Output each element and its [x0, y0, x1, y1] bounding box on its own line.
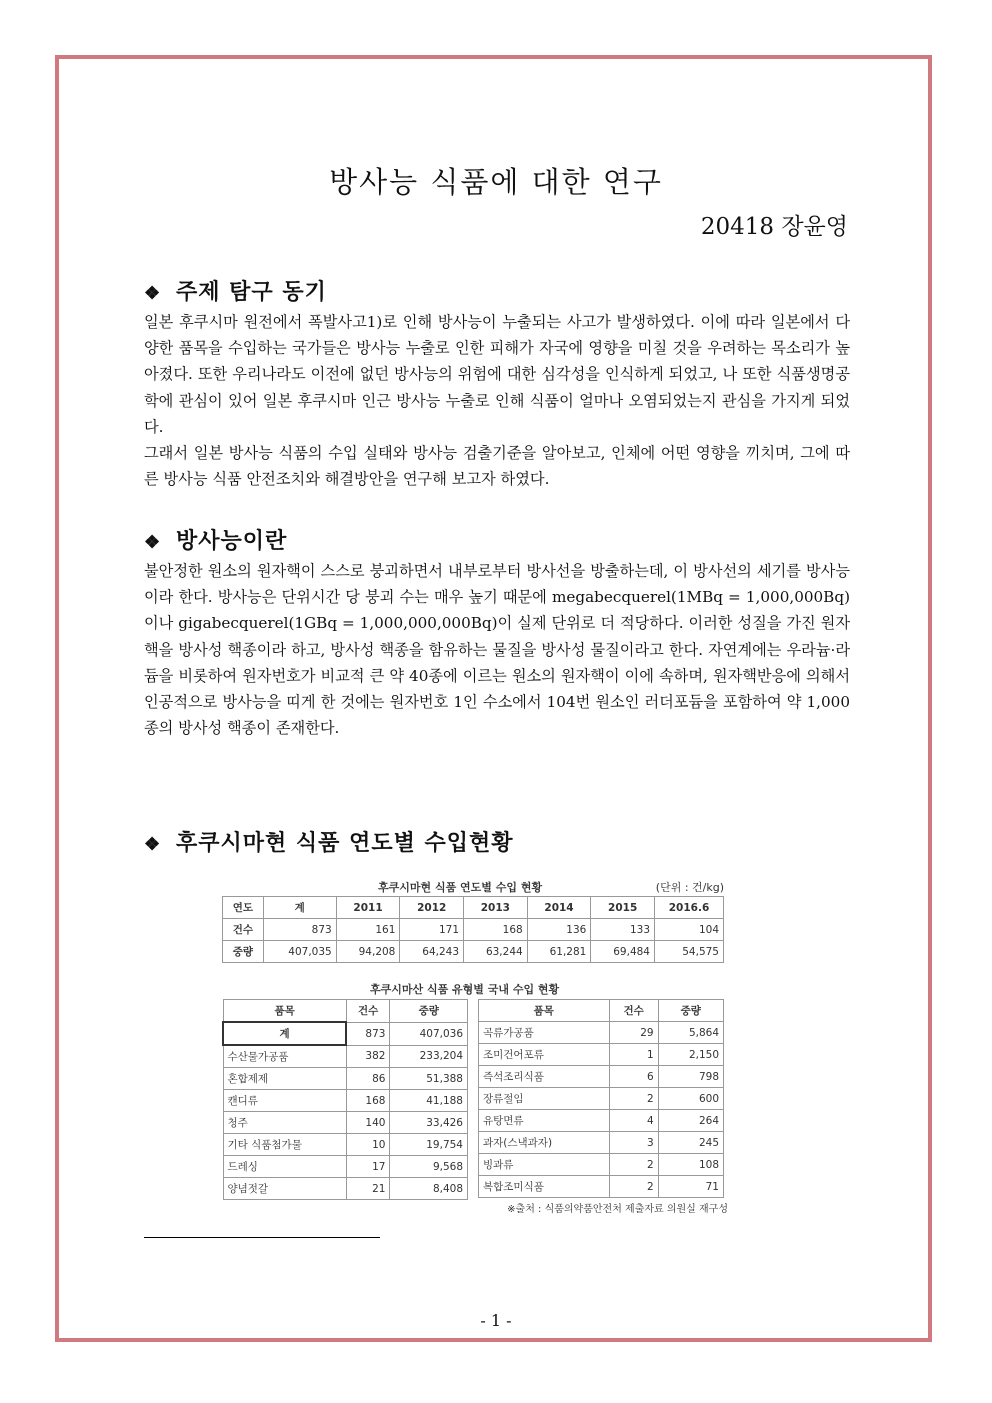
table-cell: 17 [346, 1156, 390, 1178]
table-cell: 양념젓갈 [223, 1178, 346, 1200]
table-cell: 19,754 [390, 1134, 468, 1156]
table-header-cell: 품목 [223, 1000, 346, 1023]
table-header-cell: 중량 [658, 1000, 723, 1022]
table-row [223, 941, 724, 963]
table-cell: 29 [609, 1022, 658, 1044]
table-cell: 798 [658, 1066, 723, 1088]
table-row [223, 1022, 468, 1045]
table-cell: 873 [263, 919, 336, 941]
table-cell: 기타 식품첨가물 [223, 1134, 346, 1156]
table-cell: 133 [591, 919, 655, 941]
table-cell: 245 [658, 1132, 723, 1154]
table-cell: 9,568 [390, 1156, 468, 1178]
table-cell: 69,484 [591, 941, 655, 963]
table-cell: 233,204 [390, 1045, 468, 1068]
table-cell: 5,864 [658, 1022, 723, 1044]
table-header-cell: 2016.6 [655, 897, 724, 919]
author-line: 20418 장윤영 [700, 214, 848, 240]
table-cell: 2 [609, 1088, 658, 1110]
table-row [479, 1088, 724, 1110]
radioactivity-body [144, 558, 850, 741]
table-row [479, 1154, 724, 1176]
table-cell: 곡류가공품 [479, 1022, 610, 1044]
table-cell: 161 [336, 919, 400, 941]
table-cell: 수산물가공품 [223, 1045, 346, 1068]
table-cell: 10 [346, 1134, 390, 1156]
table-cell: 171 [400, 919, 464, 941]
table-row [223, 1134, 468, 1156]
type-import-table-left [222, 999, 468, 1200]
table-row [479, 1110, 724, 1132]
page-number: - 1 - [480, 1311, 512, 1330]
table-cell: 즉석조리식품 [479, 1066, 610, 1088]
table1-unit: (단위 : 건/kg) [655, 881, 724, 894]
table-header-cell: 품목 [479, 1000, 610, 1022]
table-cell: 중량 [223, 941, 264, 963]
table-cell: 63,244 [464, 941, 528, 963]
table-cell: 264 [658, 1110, 723, 1132]
table-cell: 873 [346, 1022, 390, 1045]
section-heading-imports: ❖ 후쿠시마현 식품 연도별 수입현황 [144, 830, 514, 856]
table-row [223, 1178, 468, 1200]
table-cell: 64,243 [400, 941, 464, 963]
table-cell: 복합조미식품 [479, 1176, 610, 1198]
diamond-bullet-icon: ❖ [144, 532, 162, 553]
table-cell: 104 [655, 919, 724, 941]
table-cell: 94,208 [336, 941, 400, 963]
table-cell: 600 [658, 1088, 723, 1110]
table-cell: 168 [464, 919, 528, 941]
table-cell: 조미건어포류 [479, 1044, 610, 1066]
table-cell: 51,388 [390, 1068, 468, 1090]
table-header-cell: 계 [263, 897, 336, 919]
table-row [223, 1112, 468, 1134]
diamond-bullet-icon: ❖ [144, 834, 162, 855]
motivation-paragraph-2: 그래서 일본 방사능 식품의 수입 실태와 방사능 검출기준을 알아보고, 인체에 어떤 영향을 끼치며, 그에 따른 방사능 식품 안전조치와 해결방안을 연구해 보고자 하였다. [144, 444, 850, 489]
table-cell: 407,036 [390, 1022, 468, 1045]
table-header-cell: 연도 [223, 897, 264, 919]
table-header-cell: 2014 [527, 897, 591, 919]
table-cell: 71 [658, 1176, 723, 1198]
table-row [479, 1176, 724, 1198]
table-cell: 드레싱 [223, 1156, 346, 1178]
table-cell: 혼합제제 [223, 1068, 346, 1090]
table-cell: 장류절임 [479, 1088, 610, 1110]
table-cell: 6 [609, 1066, 658, 1088]
table-row [223, 1045, 468, 1068]
table-cell: 33,426 [390, 1112, 468, 1134]
table-row [479, 1022, 724, 1044]
table-cell: 캔디류 [223, 1090, 346, 1112]
table-cell: 1 [609, 1044, 658, 1066]
type-import-table-right [478, 999, 724, 1198]
radioactivity-paragraph: 불안정한 원소의 원자핵이 스스로 붕괴하면서 내부로부터 방사선을 방출하는데, 이 방사선의 세기를 방사능이라 한다. 방사능은 단위시간 당 붕괴 수는 매우 높기 때문에 megabecquerel(1MBq = 1,000,000Bq)이나 gigabecquerel(1GBq = 1,000,000,000Bq)이 실제 단위로 더 적당하다. 이러한 성질을 가진 원자핵을 방사성 핵종이라 하고, 방사성 핵종을 함유하는 물질을 방사성 물질이라고 한다. 자연계에는 우라늄·라듐을 비롯하여 원자번호가 비교적 큰 약 40종에 이르는 원소의 원자핵이 이에 속하며, 원자핵반응에 의해서 인공적으로 방사능을 띠게 한 것에는 원자번호 1인 수소에서 104번 원소인 러더포듐을 포함하여 약 1,000종의 방사성 핵종이 존재한다. [144, 562, 850, 738]
document-title: 방사능 식품에 대한 연구 [329, 165, 663, 199]
table-cell: 41,188 [390, 1090, 468, 1112]
footnote-divider [144, 1237, 380, 1238]
table-cell: 407,035 [263, 941, 336, 963]
table-row [479, 1066, 724, 1088]
section-heading-motivation: ❖ 주제 탐구 동기 [144, 279, 327, 305]
table-cell: 168 [346, 1090, 390, 1112]
import-tables-figure [218, 875, 728, 1220]
yearly-import-table [222, 896, 724, 963]
table-cell: 140 [346, 1112, 390, 1134]
table-cell: 빙과류 [479, 1154, 610, 1176]
table-row [479, 1132, 724, 1154]
section-heading-radioactivity: ❖ 방사능이란 [144, 528, 288, 554]
table-cell: 136 [527, 919, 591, 941]
table-row [223, 1090, 468, 1112]
table-cell: 2,150 [658, 1044, 723, 1066]
table-row [479, 1044, 724, 1066]
motivation-paragraph-1: 일본 후쿠시마 원전에서 폭발사고1)로 인해 방사능이 누출되는 사고가 발생하였다. 이에 따라 일본에서 다양한 품목을 수입하는 국가들은 방사능 누출로 인한 피해가 자국에 영향을 미칠 것을 우려하는 목소리가 높아졌다. 또한 우리나라도 이전에 없던 방사능의 위험에 대한 심각성을 인식하게 되었고, 나 또한 식품생명공학에 관심이 있어 일본 후쿠시마 인근 방사능 누출로 인해 식품이 얼마나 오염되었는지 관심을 가지게 되었다. [144, 313, 850, 436]
diamond-bullet-icon: ❖ [144, 283, 162, 304]
table-cell: 61,281 [527, 941, 591, 963]
table-cell: 86 [346, 1068, 390, 1090]
motivation-body [144, 309, 850, 492]
table-cell: 2 [609, 1176, 658, 1198]
table-row [223, 1068, 468, 1090]
table-cell: 유탕면류 [479, 1110, 610, 1132]
table-row [223, 919, 724, 941]
table-header-cell: 건수 [346, 1000, 390, 1023]
table-cell: 54,575 [655, 941, 724, 963]
table-cell: 21 [346, 1178, 390, 1200]
table-cell: 4 [609, 1110, 658, 1132]
table-cell: 계 [223, 1022, 346, 1045]
table-header-cell: 건수 [609, 1000, 658, 1022]
table-row [223, 1156, 468, 1178]
table-cell: 2 [609, 1154, 658, 1176]
table-cell: 382 [346, 1045, 390, 1068]
table-cell: 108 [658, 1154, 723, 1176]
table-cell: 청주 [223, 1112, 346, 1134]
table-cell: 3 [609, 1132, 658, 1154]
table-header-cell: 2012 [400, 897, 464, 919]
table-header-cell: 2013 [464, 897, 528, 919]
table-cell: 건수 [223, 919, 264, 941]
table-header-cell: 2015 [591, 897, 655, 919]
table-header-cell: 2011 [336, 897, 400, 919]
table-cell: 과자(스낵과자) [479, 1132, 610, 1154]
table-cell: 8,408 [390, 1178, 468, 1200]
table-source-note: ※출처 : 식품의약품안전처 제출자료 의원실 재구성 [507, 1204, 728, 1215]
table2-caption: 후쿠시마산 식품 유형별 국내 수입 현황 [370, 983, 560, 996]
table1-caption: 후쿠시마현 식품 연도별 수입 현황 [378, 881, 543, 894]
table-header-cell: 중량 [390, 1000, 468, 1023]
